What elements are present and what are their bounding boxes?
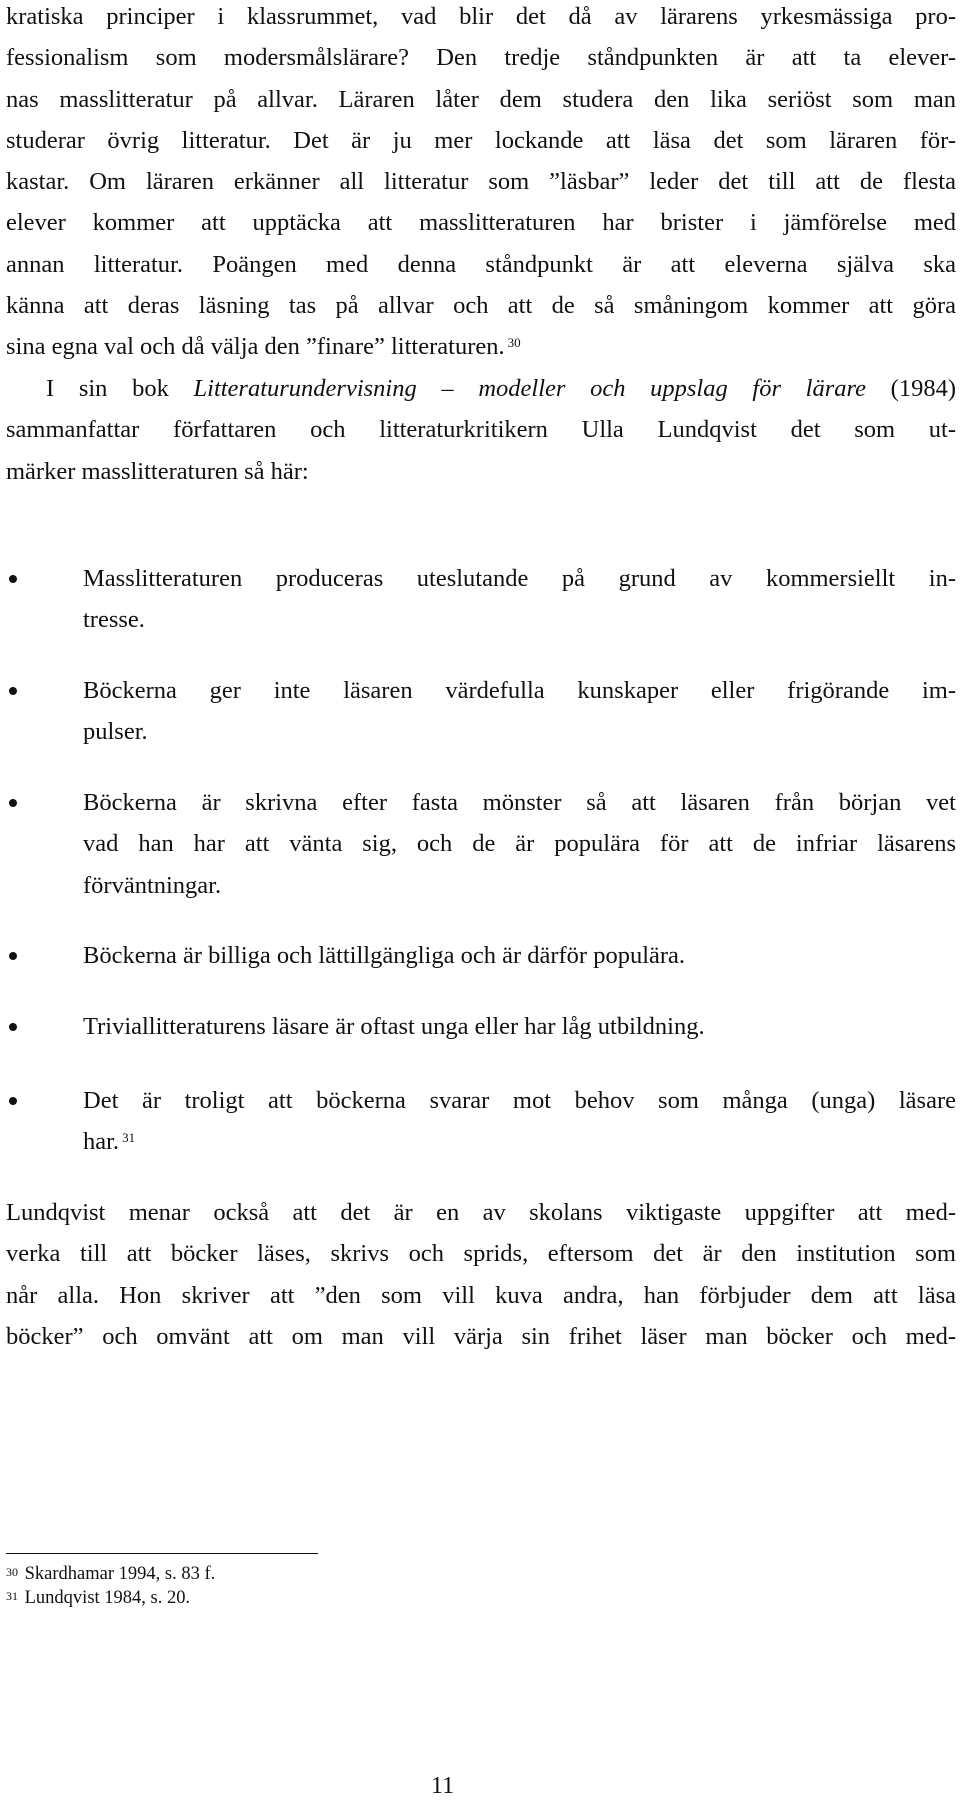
text-line: når alla. Hon skriver att ”den som vill kuva andra, han förbjuder dem att läsa — [6, 1281, 956, 1309]
text-line: nas masslitteratur på allvar. Läraren låter dem studera den lika seriöst som man — [6, 85, 956, 113]
text-fragment: I sin bok — [46, 375, 194, 402]
footnote-number: 31 — [6, 1589, 18, 1603]
text-line-content: har. — [83, 1128, 120, 1156]
bullet-icon — [9, 1023, 17, 1031]
text-line: böcker” och omvänt att om man vill värja sin frihet läser man böcker och med- — [6, 1322, 956, 1350]
footnote-31 — [6, 1586, 215, 1610]
bullet-icon — [9, 799, 17, 807]
bullet-icon — [9, 952, 17, 960]
book-title: Litteraturundervisning – modeller och uppslag för lärare — [193, 375, 867, 402]
text-line: Böckerna ger inte läsaren värdefulla kunskaper eller frigörande im- — [83, 677, 956, 704]
text-line: fessionalism som modersmålslärare? Den tredje ståndpunkten är att ta elever- — [6, 44, 956, 72]
text-line: tresse. — [83, 606, 145, 634]
text-line: Böckerna är billiga och lättillgängliga och är därför populära. — [83, 942, 686, 969]
footnote-reference: 31 — [122, 1130, 136, 1146]
text-fragment: (1984) — [866, 375, 957, 402]
text-line — [6, 326, 956, 367]
bullet-icon — [9, 687, 17, 695]
paragraph-1 — [6, 0, 956, 368]
text-line: Böckerna är skrivna efter fasta mönster så att läsaren från början vet — [83, 789, 956, 816]
text-line: Det är troligt att böckerna svarar mot behov som många (unga) läsare — [83, 1087, 956, 1114]
page-number: 11 — [431, 1773, 455, 1799]
paragraph-3 — [6, 1192, 956, 1357]
text-line: vad han har att vänta sig, och de är populära för att de infriar läsarens — [83, 830, 956, 858]
text-line — [83, 1121, 956, 1162]
text-line: kratiska principer i klassrummet, vad blir det då av lärarens yrkesmässiga pro- — [6, 3, 956, 30]
text-line — [6, 368, 956, 409]
bullet-icon — [9, 1097, 17, 1105]
text-line: känna att deras läsning tas på allvar och att de så småningom kommer att göra — [6, 292, 956, 320]
footnote-separator — [6, 1553, 318, 1554]
text-line: verka till att böcker läses, skrivs och sprids, eftersom det är den institution som — [6, 1240, 956, 1268]
footnote-number: 30 — [6, 1565, 18, 1579]
text-line: förväntningar. — [83, 871, 222, 899]
footnotes — [6, 1562, 215, 1610]
text-line-content: sina egna val och då välja den ”finare” litteraturen. — [6, 333, 505, 361]
paragraph-2 — [6, 368, 956, 492]
footnote-reference: 30 — [507, 335, 521, 351]
text-line: studerar övrig litteratur. Det är ju mer lockande att läsa det som läraren för- — [6, 126, 956, 154]
text-line: Lundqvist menar också att det är en av skolans viktigaste uppgifter att med- — [6, 1199, 956, 1226]
text-line: sammanfattar författaren och litteraturkritikern Ulla Lundqvist det som ut- — [6, 416, 956, 444]
footnote-text: Skardhamar 1994, s. 83 f. — [24, 1564, 216, 1584]
text-line: annan litteratur. Poängen med denna ståndpunkt är att eleverna själva ska — [6, 250, 956, 278]
footnote-text: Lundqvist 1984, s. 20. — [24, 1588, 191, 1608]
text-line: pulser. — [83, 718, 148, 746]
bullet-icon — [9, 575, 17, 583]
text-line: elever kommer att upptäcka att masslitteraturen har brister i jämförelse med — [6, 209, 956, 237]
text-line: märker masslitteraturen så här: — [6, 457, 309, 485]
text-line: kastar. Om läraren erkänner all litteratur som ”läsbar” leder det till att de flesta — [6, 168, 956, 196]
footnote-30 — [6, 1562, 215, 1586]
text-line: Masslitteraturen produceras uteslutande på grund av kommersiellt in- — [83, 565, 956, 592]
text-line: Triviallitteraturens läsare är oftast unga eller har låg utbildning. — [83, 1013, 705, 1040]
